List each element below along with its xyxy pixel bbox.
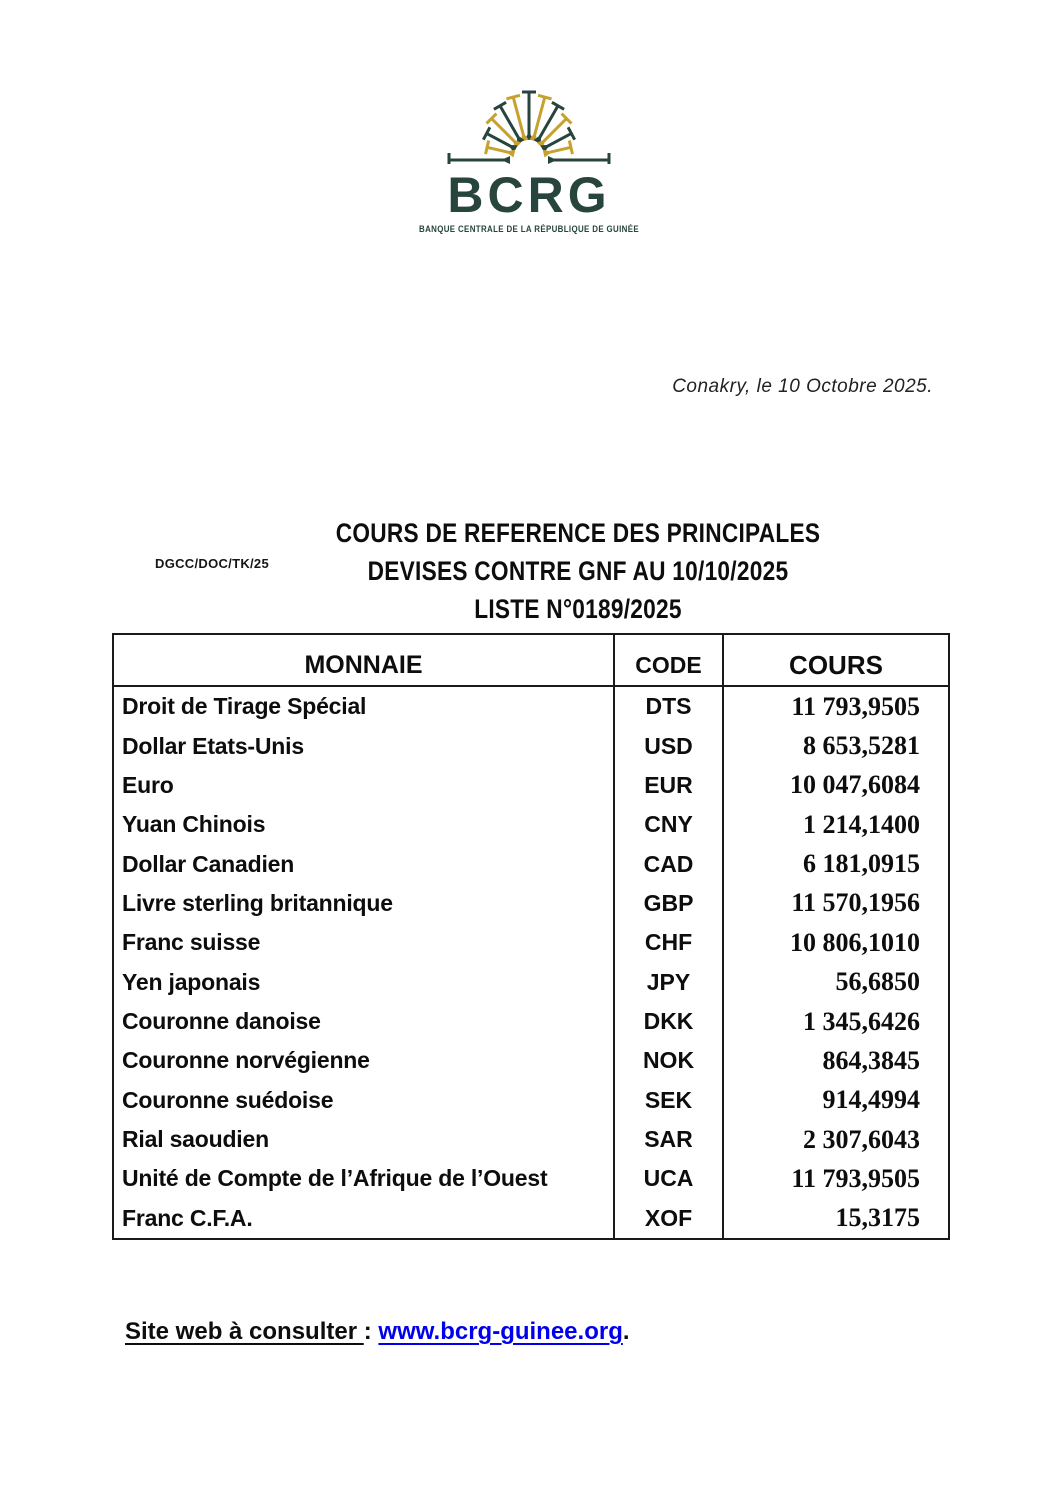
currency-rate: 1 214,1400: [722, 805, 948, 844]
currency-rate: 6 181,0915: [722, 844, 948, 883]
currency-rate: 10 806,1010: [722, 923, 948, 962]
table-row: [114, 923, 948, 962]
currency-name: Couronne suédoise: [122, 1086, 334, 1113]
table-row: [114, 1002, 948, 1041]
currency-code: NOK: [613, 1041, 722, 1080]
currency-name: Rial saoudien: [122, 1126, 269, 1153]
currency-code: XOF: [613, 1199, 722, 1238]
title-line-3: LISTE N°0189/2025: [474, 594, 682, 624]
currency-code: GBP: [613, 884, 722, 923]
currency-code: UCA: [613, 1159, 722, 1198]
currency-code: JPY: [613, 963, 722, 1002]
currency-code: SAR: [613, 1120, 722, 1159]
currency-name: Unité de Compte de l’Afrique de l’Ouest: [122, 1165, 548, 1192]
currency-name: Franc suisse: [122, 929, 261, 956]
table-header-row: [114, 635, 948, 687]
currency-name: Franc C.F.A.: [122, 1204, 253, 1231]
currency-rate: 11 793,9505: [722, 1159, 948, 1198]
exchange-rates-table: [112, 633, 950, 1240]
currency-name: Euro: [122, 771, 174, 798]
bcrg-logo-fan-icon: [441, 68, 617, 164]
table-row: [114, 1041, 948, 1080]
website-line: [125, 1318, 630, 1346]
header-code: CODE: [613, 635, 722, 685]
currency-name: Dollar Etats-Unis: [122, 732, 304, 759]
currency-name: Yuan Chinois: [122, 811, 266, 838]
currency-name: Dollar Canadien: [122, 850, 295, 877]
date-line: Conakry, le 10 Octobre 2025.: [672, 376, 933, 397]
currency-rate: 8 653,5281: [722, 726, 948, 765]
currency-code: CAD: [613, 844, 722, 883]
table-row: [114, 687, 948, 726]
table-row: [114, 963, 948, 1002]
reference-code: DGCC/DOC/TK/25: [155, 556, 269, 571]
currency-rate: 10 047,6084: [722, 766, 948, 805]
currency-rate: 56,6850: [722, 963, 948, 1002]
table-row: [114, 844, 948, 883]
currency-name: Couronne norvégienne: [122, 1047, 370, 1074]
currency-rate: 11 570,1956: [722, 884, 948, 923]
bcrg-logo-tagline: BANQUE CENTRALE DE LA RÉPUBLIQUE DE GUINÉE: [418, 224, 639, 234]
currency-code: CNY: [613, 805, 722, 844]
currency-rate: 15,3175: [722, 1199, 948, 1238]
currency-rate: 2 307,6043: [722, 1120, 948, 1159]
table-row: [114, 726, 948, 765]
document-title: [175, 514, 981, 628]
currency-rate: 914,4994: [722, 1081, 948, 1120]
currency-code: CHF: [613, 923, 722, 962]
table-row: [114, 805, 948, 844]
currency-rate: 11 793,9505: [722, 687, 948, 726]
website-link[interactable]: www.bcrg-guinee.org: [378, 1318, 623, 1345]
currency-code: EUR: [613, 766, 722, 805]
title-line-1: COURS DE REFERENCE DES PRINCIPALES: [335, 518, 821, 548]
bcrg-logo-acronym: BCRG: [447, 167, 611, 223]
currency-code: USD: [613, 726, 722, 765]
currency-code: DTS: [613, 687, 722, 726]
header-cours: COURS: [722, 635, 948, 685]
table-row: [114, 884, 948, 923]
table-row: [114, 1199, 948, 1238]
currency-code: DKK: [613, 1002, 722, 1041]
currency-code: SEK: [613, 1081, 722, 1120]
website-colon: :: [363, 1318, 379, 1345]
table-row: [114, 1159, 948, 1198]
table-row: [114, 1120, 948, 1159]
website-period: .: [622, 1318, 630, 1345]
table-body: [114, 687, 948, 1238]
currency-rate: 1 345,6426: [722, 1002, 948, 1041]
header-monnaie: MONNAIE: [304, 650, 423, 679]
currency-name: Droit de Tirage Spécial: [122, 693, 367, 720]
title-line-2: DEVISES CONTRE GNF AU 10/10/2025: [367, 556, 789, 586]
table-row: [114, 766, 948, 805]
table-row: [114, 1081, 948, 1120]
website-label: Site web à consulter: [125, 1318, 364, 1345]
currency-rate: 864,3845: [722, 1041, 948, 1080]
bcrg-logo: [0, 68, 1058, 237]
currency-name: Couronne danoise: [122, 1008, 321, 1035]
currency-name: Yen japonais: [122, 968, 261, 995]
currency-name: Livre sterling britannique: [122, 889, 393, 916]
